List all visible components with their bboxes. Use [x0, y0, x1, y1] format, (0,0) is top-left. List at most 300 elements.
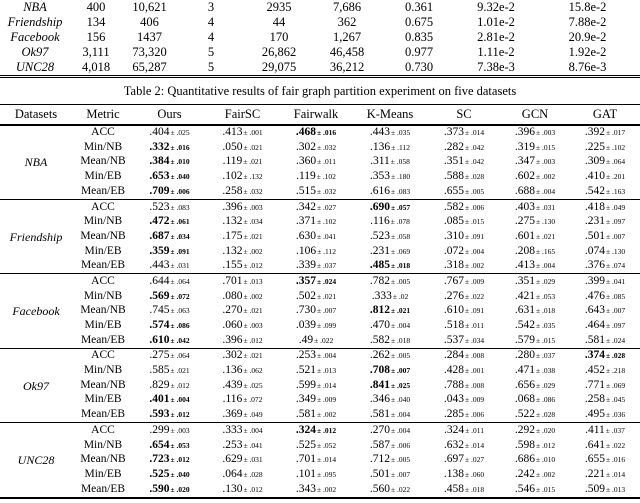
table-row: [0, 364, 640, 379]
mean-value: .579: [514, 333, 535, 346]
value-cell: [352, 393, 428, 408]
value-cell: [205, 482, 280, 498]
std-value: ± .012: [170, 380, 190, 390]
metric-cell: Mean/EB: [80, 333, 126, 346]
mean-value: .708: [369, 364, 390, 377]
std-value: ± .028: [536, 410, 556, 420]
std-value: ± .004: [391, 425, 411, 435]
std-value: ± .085: [606, 291, 626, 301]
table-row: [0, 199, 640, 214]
std-value: ± .018: [391, 261, 411, 271]
value-cell: [500, 408, 570, 423]
mean-value: .560: [369, 482, 390, 495]
stat-value: 134: [86, 15, 106, 30]
value-cell: [205, 170, 280, 185]
std-value: ± .025: [391, 380, 411, 390]
std-value: ± .032: [243, 186, 263, 196]
std-value: ± .061: [170, 217, 190, 227]
dataset-block-facebook: [0, 274, 640, 348]
mean-value: .369: [222, 408, 243, 421]
value-cell: [352, 482, 428, 498]
value-cell: [428, 125, 500, 141]
dataset-statistics-body: [0, 0, 640, 77]
stat-value: 5: [207, 60, 215, 75]
table-row: [0, 318, 640, 333]
std-value: ± .041: [606, 276, 626, 286]
value-cell: [352, 408, 428, 423]
value-cell: [205, 274, 280, 289]
table-row: [0, 259, 640, 274]
mean-value: .601: [514, 229, 535, 242]
column-header-metric: Metric: [86, 106, 120, 121]
std-value: ± .002: [536, 172, 556, 182]
mean-value: .443: [149, 259, 170, 272]
mean-value: .253: [295, 349, 316, 362]
mean-value: .590: [149, 482, 170, 495]
std-value: ± .021: [243, 142, 263, 152]
value-cell: [570, 393, 640, 408]
value-cell: [205, 215, 280, 230]
std-value: ± .034: [170, 231, 190, 241]
metric-cell: ACC: [91, 349, 115, 362]
metric-cell: Min/NB: [83, 289, 123, 302]
mean-value: .276: [443, 289, 464, 302]
std-value: ± .083: [391, 186, 411, 196]
mean-value: .319: [514, 140, 535, 153]
dataset-block-nba: [0, 125, 640, 200]
mean-value: .688: [514, 184, 535, 197]
stat-value: 406: [140, 15, 159, 30]
mean-value: .343: [295, 482, 316, 495]
metric-cell: Mean/EB: [80, 259, 126, 272]
stat-value: 44: [272, 15, 286, 30]
value-cell: [570, 170, 640, 185]
mean-value: .413: [222, 126, 243, 139]
value-cell: [500, 393, 570, 408]
mean-value: .373: [443, 126, 464, 139]
value-cell: [428, 378, 500, 393]
mean-value: .581: [369, 408, 390, 421]
value-cell: [352, 184, 428, 199]
std-value: ± .064: [170, 276, 190, 286]
value-cell: [205, 155, 280, 170]
value-cell: [500, 453, 570, 468]
std-value: ± .012: [317, 425, 337, 435]
column-header-gat: GAT: [592, 106, 618, 121]
value-cell: [570, 155, 640, 170]
value-cell: [205, 318, 280, 333]
value-cell: [500, 378, 570, 393]
value-cell: [352, 199, 428, 214]
mean-value: .49: [298, 333, 314, 346]
stats-row: [0, 0, 640, 15]
stat-value: 7,686: [332, 0, 362, 15]
value-cell: [428, 348, 500, 363]
metric-cell: Min/NB: [83, 438, 123, 451]
metric-cell: ACC: [91, 274, 115, 287]
std-value: ± .006: [465, 410, 485, 420]
std-value: ± .021: [536, 231, 556, 241]
value-cell: [352, 467, 428, 482]
std-value: ± .004: [317, 351, 337, 361]
mean-value: .788: [443, 378, 464, 391]
value-cell: [134, 482, 205, 498]
std-value: ± .009: [317, 395, 337, 405]
std-value: ± .027: [317, 202, 337, 212]
table-row: [0, 482, 640, 498]
mean-value: .080: [222, 289, 243, 302]
value-cell: [280, 140, 352, 155]
std-value: ± .014: [465, 128, 485, 138]
value-cell: [205, 244, 280, 259]
mean-value: .654: [149, 438, 170, 451]
value-cell: [134, 155, 205, 170]
value-cell: [134, 304, 205, 319]
table-row: [0, 408, 640, 423]
std-value: ± .031: [170, 261, 190, 271]
std-value: ± .013: [243, 276, 263, 286]
value-cell: [280, 393, 352, 408]
mean-value: .521: [295, 364, 316, 377]
value-cell: [280, 364, 352, 379]
value-cell: [500, 125, 570, 141]
table-row: [0, 333, 640, 348]
mean-value: .074: [584, 244, 605, 257]
std-value: ± .038: [536, 366, 556, 376]
value-cell: [280, 244, 352, 259]
stat-value: 1.11e-2: [477, 45, 515, 60]
stat-value: 1.92e-2: [568, 45, 607, 60]
mean-value: .546: [514, 482, 535, 495]
value-cell: [134, 438, 205, 453]
std-value: ± .025: [243, 380, 263, 390]
std-value: ± .020: [170, 484, 190, 494]
table-row: [0, 170, 640, 185]
std-value: ± .201: [606, 172, 626, 182]
value-cell: [280, 155, 352, 170]
mean-value: .458: [443, 482, 464, 495]
dataset-name: Friendship: [9, 229, 63, 244]
std-value: ± .040: [170, 469, 190, 479]
std-value: ± .021: [243, 351, 263, 361]
mean-value: .050: [222, 140, 243, 153]
mean-value: .351: [443, 155, 464, 168]
value-cell: [570, 423, 640, 438]
mean-value: .324: [295, 423, 316, 436]
std-value: ± .008: [465, 380, 485, 390]
std-value: ± .058: [391, 231, 411, 241]
value-cell: [428, 408, 500, 423]
std-value: ± .005: [391, 276, 411, 286]
std-value: ± .058: [390, 157, 410, 167]
value-cell: [134, 348, 205, 363]
std-value: ± .091: [465, 306, 485, 316]
value-cell: [205, 378, 280, 393]
mean-value: .253: [222, 438, 243, 451]
std-value: ± .006: [170, 186, 190, 196]
std-value: ± .021: [243, 306, 263, 316]
stat-value: 73,320: [132, 45, 167, 60]
mean-value: .043: [443, 393, 464, 406]
value-cell: [205, 199, 280, 214]
std-value: ± .029: [536, 276, 556, 286]
std-value: ± .011: [465, 321, 484, 331]
mean-value: .374: [584, 349, 605, 362]
metric-cell: Min/NB: [83, 364, 123, 377]
mean-value: .360: [296, 155, 317, 168]
value-cell: [134, 274, 205, 289]
value-cell: [352, 140, 428, 155]
std-value: ± .028: [606, 351, 626, 361]
value-cell: [205, 125, 280, 141]
mean-value: .275: [149, 349, 170, 362]
metric-cell: Min/NB: [83, 140, 123, 153]
dataset-statistics-table: [0, 0, 640, 78]
mean-value: .542: [514, 319, 535, 332]
std-value: ± .021: [243, 231, 263, 241]
column-header-datasets: Datasets: [14, 106, 58, 121]
std-value: ± .069: [606, 380, 626, 390]
mean-value: .686: [514, 453, 535, 466]
std-value: ± .102: [316, 172, 336, 182]
value-cell: [500, 318, 570, 333]
stat-value: 36,212: [329, 60, 365, 75]
std-value: ± .022: [314, 335, 334, 345]
table-row: [0, 393, 640, 408]
dataset-block-ok97: [0, 348, 640, 422]
value-cell: [134, 408, 205, 423]
value-cell: [352, 423, 428, 438]
value-cell: [205, 333, 280, 348]
mean-value: .270: [222, 304, 243, 317]
mean-value: .709: [149, 184, 170, 197]
column-header-fairwalk: Fairwalk: [293, 106, 339, 121]
value-cell: [500, 244, 570, 259]
std-value: ± .031: [243, 455, 263, 465]
mean-value: .697: [443, 453, 464, 466]
value-cell: [570, 378, 640, 393]
std-value: ± .016: [606, 455, 626, 465]
std-value: ± .002: [243, 291, 263, 301]
std-value: ± .021: [170, 366, 190, 376]
metric-cell: Mean/NB: [80, 453, 126, 466]
mean-value: .588: [443, 170, 464, 183]
table-row: [0, 423, 640, 438]
value-cell: [428, 289, 500, 304]
metric-cell: Mean/NB: [80, 304, 126, 317]
mean-value: .347: [514, 155, 535, 168]
mean-value: .525: [149, 467, 170, 480]
value-cell: [205, 467, 280, 482]
std-value: ± .015: [536, 335, 556, 345]
std-value: ± .010: [170, 157, 190, 167]
mean-value: .542: [584, 184, 605, 197]
std-value: ± .008: [465, 351, 485, 361]
value-cell: [352, 438, 428, 453]
std-value: ± .002: [536, 469, 556, 479]
mean-value: .495: [584, 408, 605, 421]
value-cell: [570, 289, 640, 304]
std-value: ± .095: [317, 469, 337, 479]
value-cell: [205, 184, 280, 199]
stat-value: 10,621: [132, 0, 167, 15]
std-value: ± .018: [465, 484, 485, 494]
mean-value: .060: [222, 319, 243, 332]
mean-value: .537: [443, 333, 464, 346]
table-row: [0, 184, 640, 199]
mean-value: .353: [369, 170, 390, 183]
mean-value: .509: [584, 482, 605, 495]
std-value: ± .004: [391, 410, 411, 420]
value-cell: [352, 453, 428, 468]
metric-cell: Mean/NB: [80, 155, 126, 168]
value-cell: [500, 438, 570, 453]
mean-value: .421: [514, 289, 535, 302]
value-cell: [205, 348, 280, 363]
mean-value: .285: [443, 408, 464, 421]
mean-value: .413: [514, 259, 535, 272]
metric-cell: Mean/EB: [80, 482, 126, 495]
stats-row: [0, 60, 640, 77]
mean-value: .310: [443, 229, 464, 242]
std-value: ± .003: [536, 128, 556, 138]
value-cell: [134, 259, 205, 274]
mean-value: .476: [584, 289, 605, 302]
value-cell: [570, 333, 640, 348]
stat-value: 29,075: [261, 60, 297, 75]
value-cell: [352, 170, 428, 185]
std-value: ± .036: [606, 410, 626, 420]
stat-value: 26,862: [261, 45, 297, 60]
std-value: ± .042: [170, 335, 190, 345]
std-value: ± .112: [391, 142, 410, 152]
std-value: ± .086: [170, 321, 190, 331]
mean-value: .470: [369, 319, 390, 332]
table-row: [0, 229, 640, 244]
std-value: ± .024: [606, 335, 626, 345]
std-value: ± .021: [243, 157, 263, 167]
value-cell: [570, 304, 640, 319]
std-value: ± .003: [243, 321, 263, 331]
value-cell: [570, 184, 640, 199]
std-value: ± .102: [606, 142, 626, 152]
value-cell: [428, 155, 500, 170]
value-cell: [428, 423, 500, 438]
std-value: ± .011: [317, 157, 336, 167]
std-value: ± .112: [317, 246, 336, 256]
metric-cell: Min/EB: [84, 244, 122, 257]
mean-value: .282: [443, 140, 464, 153]
std-value: ± .02: [392, 291, 409, 301]
value-cell: [280, 259, 352, 274]
mean-value: .359: [149, 244, 170, 257]
std-value: ± .022: [606, 440, 626, 450]
stats-row: [0, 30, 640, 45]
value-cell: [428, 304, 500, 319]
std-value: ± .034: [465, 335, 485, 345]
std-value: ± .012: [536, 440, 556, 450]
mean-value: .231: [584, 215, 605, 228]
table-row: [0, 244, 640, 259]
mean-value: .116: [222, 393, 243, 406]
std-value: ± .097: [606, 321, 626, 331]
mean-value: .039: [295, 319, 316, 332]
std-value: ± .006: [391, 440, 411, 450]
std-value: ± .003: [170, 425, 190, 435]
stat-value: 2.81e-2: [477, 30, 515, 45]
value-cell: [570, 408, 640, 423]
std-value: ± .018: [391, 335, 411, 345]
std-value: ± .180: [391, 172, 411, 182]
stat-value: 2935: [266, 0, 292, 15]
value-cell: [352, 333, 428, 348]
value-cell: [500, 274, 570, 289]
value-cell: [134, 229, 205, 244]
value-cell: [570, 229, 640, 244]
value-cell: [570, 259, 640, 274]
stats-row: [0, 15, 640, 30]
mean-value: .581: [584, 333, 605, 346]
mean-value: .324: [444, 423, 465, 436]
value-cell: [280, 125, 352, 141]
stat-value: 65,287: [132, 60, 167, 75]
mean-value: .346: [369, 393, 390, 406]
mean-value: .292: [514, 423, 535, 436]
table-row: [0, 155, 640, 170]
mean-value: .284: [443, 349, 464, 362]
table-row: [0, 304, 640, 319]
value-cell: [280, 215, 352, 230]
mean-value: .812: [369, 304, 390, 317]
table-row: [0, 215, 640, 230]
metric-cell: Min/EB: [84, 393, 122, 406]
value-cell: [352, 364, 428, 379]
std-value: ± .037: [317, 261, 337, 271]
value-cell: [570, 482, 640, 498]
dataset-name: UNC28: [15, 60, 55, 75]
mean-value: .064: [222, 467, 243, 480]
stat-value: 7.38e-3: [477, 60, 515, 75]
mean-value: .468: [295, 126, 316, 139]
dataset-name: Facebook: [12, 304, 60, 319]
mean-value: .410: [584, 170, 605, 183]
stat-value: 7.88e-2: [568, 15, 607, 30]
value-cell: [205, 408, 280, 423]
stat-value: 3,111: [82, 45, 110, 60]
value-cell: [280, 274, 352, 289]
dataset-name: Friendship: [7, 15, 63, 30]
mean-value: .522: [514, 408, 535, 421]
value-cell: [500, 467, 570, 482]
value-cell: [352, 125, 428, 141]
std-value: ± .003: [243, 202, 263, 212]
value-cell: [428, 229, 500, 244]
value-cell: [352, 378, 428, 393]
std-value: ± .102: [317, 217, 337, 227]
std-value: ± .063: [170, 306, 190, 316]
mean-value: .582: [369, 333, 390, 346]
mean-value: .311: [370, 155, 390, 168]
std-value: ± .004: [536, 186, 556, 196]
value-cell: [352, 304, 428, 319]
mean-value: .357: [295, 274, 316, 287]
std-value: ± .017: [606, 128, 626, 138]
column-header-sc: SC: [456, 106, 472, 121]
std-value: ± .002: [317, 484, 337, 494]
mean-value: .175: [222, 229, 243, 242]
mean-value: .485: [369, 259, 390, 272]
value-cell: [352, 244, 428, 259]
